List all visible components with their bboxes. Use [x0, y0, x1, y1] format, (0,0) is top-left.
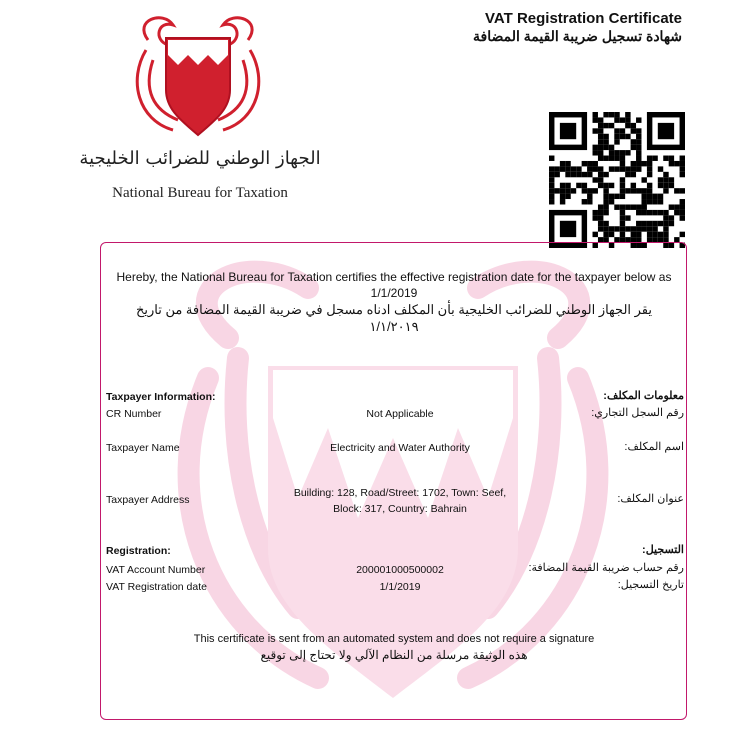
- taxpayer-heading-ar: معلومات المكلف:: [603, 390, 684, 402]
- cr-label-en: CR Number: [106, 408, 162, 420]
- certificate-title-en: VAT Registration Certificate: [485, 10, 682, 27]
- account-label-en: VAT Account Number: [106, 564, 206, 576]
- footer-note-en: This certificate is sent from an automated system and does not require a signature: [193, 633, 595, 645]
- bahrain-emblem-logo: [128, 10, 268, 145]
- address-label-ar: عنوان المكلف:: [617, 493, 684, 505]
- footer-note-ar: هذه الوثيقة مرسلة من النظام الآلي ولا تحتاج إلى توقيع: [260, 648, 528, 662]
- qr-code: [549, 112, 685, 248]
- statement-ar-date: ١/١/٢٠١٩: [369, 319, 419, 334]
- address-line-2: Block: 317, Country: Bahrain: [333, 503, 467, 515]
- name-label-ar: اسم المكلف:: [624, 441, 684, 453]
- registration-heading-ar: التسجيل:: [642, 544, 684, 556]
- date-label-en: VAT Registration date: [106, 581, 207, 593]
- logo-name-ar: الجهاز الوطني للضرائب الخليجية: [79, 148, 321, 169]
- statement-ar: يقر الجهاز الوطني للضرائب الخليجية بأن المكلف ادناه مسجل في ضريبة القيمة المضافة من تاريخ: [135, 302, 652, 317]
- account-value: 200001000500002: [356, 564, 444, 576]
- registration-heading-en: Registration:: [106, 545, 171, 557]
- date-label-ar: تاريخ التسجيل:: [617, 579, 684, 591]
- taxpayer-heading-en: Taxpayer Information:: [106, 391, 216, 403]
- date-value: 1/1/2019: [379, 581, 421, 593]
- taxpayer-name-value: Electricity and Water Authority: [330, 442, 470, 454]
- name-label-en: Taxpayer Name: [106, 442, 180, 454]
- certificate-title-ar: شهادة تسجيل ضريبة القيمة المضافة: [473, 28, 682, 44]
- statement-en-date: 1/1/2019: [370, 286, 418, 300]
- logo-name-en: National Bureau for Taxation: [112, 185, 288, 201]
- address-line-1: Building: 128, Road/Street: 1702, Town: Seef,: [293, 487, 507, 499]
- address-label-en: Taxpayer Address: [106, 494, 190, 506]
- cr-label-ar: رقم السجل التجاري:: [591, 407, 684, 419]
- cr-value: Not Applicable: [366, 408, 434, 420]
- statement-en: Hereby, the National Bureau for Taxation certifies the effective registration date for the taxpayer below as: [116, 270, 672, 284]
- account-label-ar: رقم حساب ضريبة القيمة المضافة:: [528, 562, 684, 574]
